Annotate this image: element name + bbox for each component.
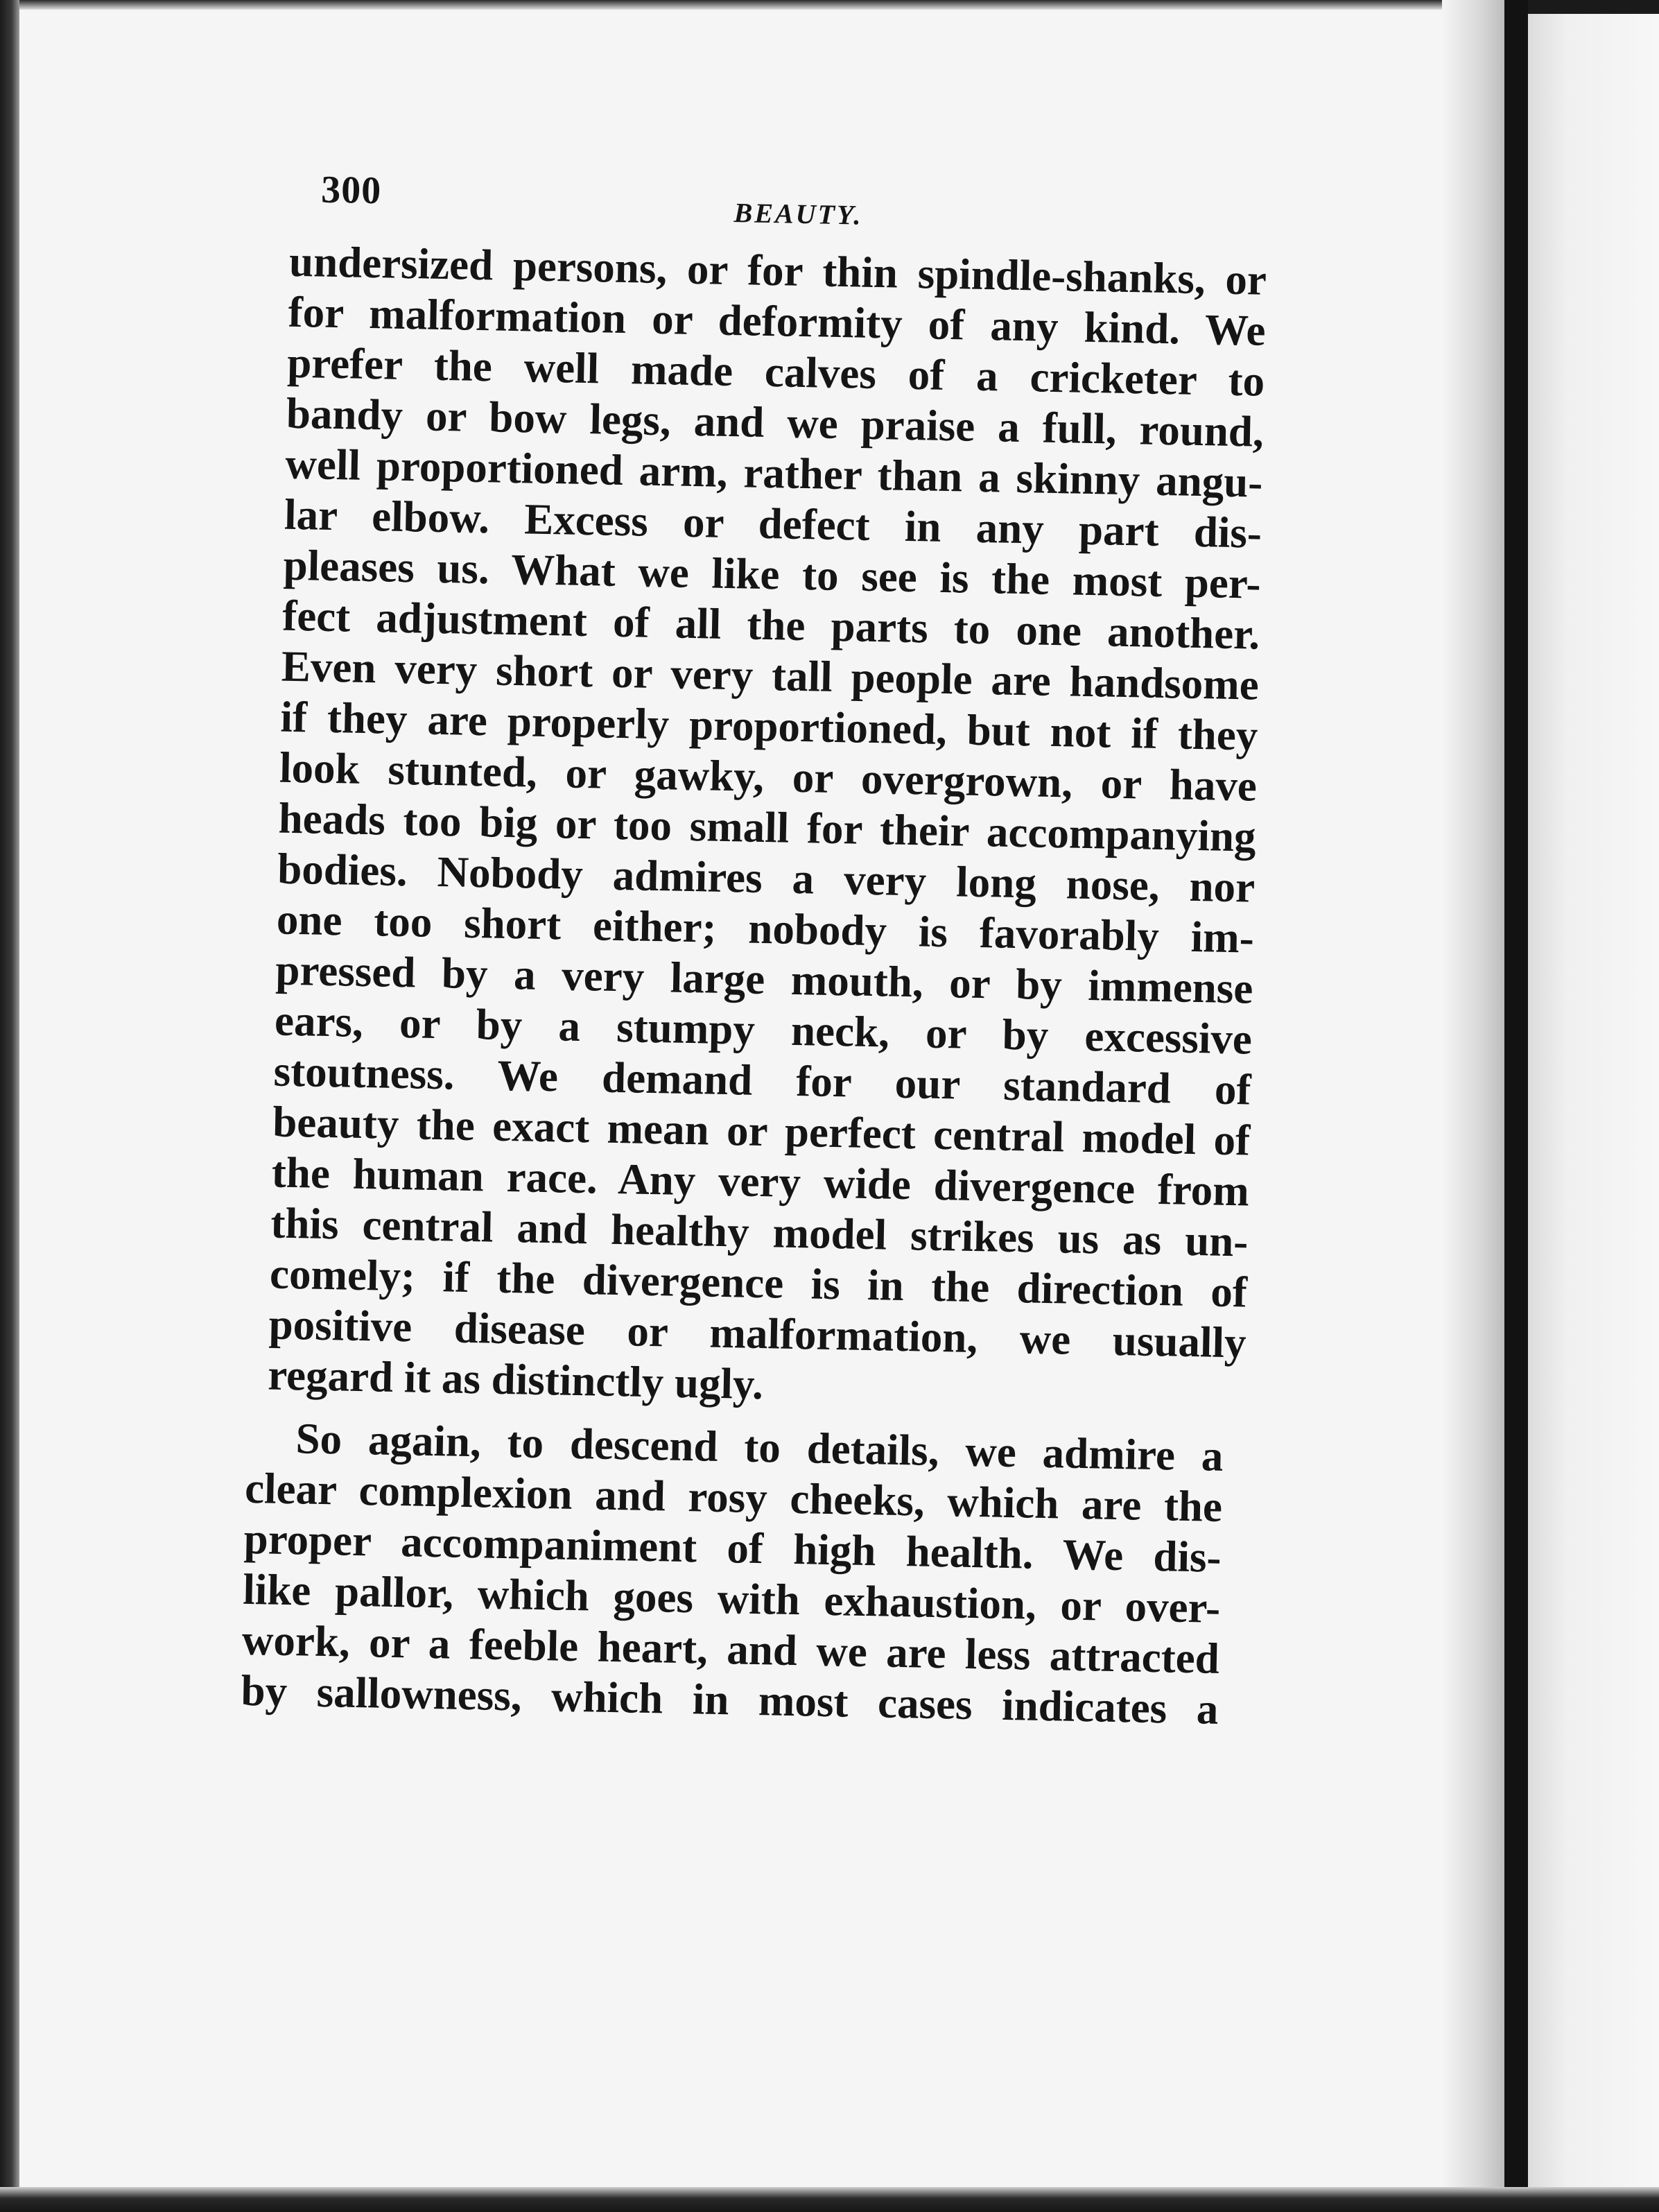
next-page-top-edge xyxy=(1528,0,1659,15)
text-line: ears, or by a stumpy neck, or by excessive xyxy=(274,996,1253,1064)
text-line: Even very short or very tall people are handsome xyxy=(281,641,1260,709)
running-title: BEAUTY. xyxy=(733,197,863,231)
page-number: 300 xyxy=(320,168,382,213)
text-line: undersized persons, or for thin spindle-shanks, or xyxy=(288,236,1267,304)
text-line: fect adjustment of all the parts to one another. xyxy=(281,591,1260,659)
text-line: one too short either; nobody is favorably im- xyxy=(276,895,1255,962)
text-line: well proportioned arm, rather than a skinny angu- xyxy=(284,439,1263,507)
text-line: work, or a feeble heart, and we are less attracted xyxy=(241,1615,1220,1683)
text-line: pleases us. What we like to see is the most per- xyxy=(283,540,1262,608)
text-line: look stunted, or gawky, or overgrown, or have xyxy=(279,743,1258,811)
text-line: prefer the well made calves of a cricketer to xyxy=(286,338,1265,406)
text-line: proper accompaniment of high health. We dis- xyxy=(243,1514,1222,1582)
text-line: So again, to descend to details, we admire a xyxy=(295,1414,1224,1480)
text-line: bandy or bow legs, and we praise a full, round, xyxy=(286,388,1265,456)
scan-top-edge xyxy=(0,0,1659,10)
gutter-shadow xyxy=(1442,0,1504,2212)
text-line: for malformation or deformity of any kind. We xyxy=(288,287,1267,355)
book-page xyxy=(234,159,1289,1736)
text-line: bodies. Nobody admires a very long nose, nor xyxy=(277,844,1256,912)
text-line: lar elbow. Excess or defect in any part dis- xyxy=(284,490,1262,558)
text-line: beauty the exact mean or perfect central model of xyxy=(272,1097,1251,1165)
text-line: if they are properly proportioned, but not if they xyxy=(279,692,1258,760)
text-line: clear complexion and rosy cheeks, which are the xyxy=(244,1463,1223,1531)
scan-bottom-edge xyxy=(0,2187,1659,2212)
text-line: positive disease or malformation, we usually xyxy=(268,1299,1247,1367)
paragraph-2 xyxy=(241,1412,1265,1736)
paragraph-1 xyxy=(268,236,1288,1419)
book-spine xyxy=(1504,0,1528,2212)
text-line: comely; if the divergence is in the direction of xyxy=(269,1249,1248,1317)
text-line: like pallor, which goes with exhaustion, or over- xyxy=(242,1564,1221,1632)
text-line: regard it as distinctly ugly. xyxy=(267,1350,764,1409)
text-line: pressed by a very large mouth, or by immense xyxy=(275,945,1253,1013)
text-line: heads too big or too small for their accompanying xyxy=(278,793,1257,861)
text-line: the human race. Any very wide divergence from xyxy=(271,1148,1250,1216)
scan-left-edge xyxy=(0,0,19,2212)
text-line: by sallowness, which in most cases indicates a xyxy=(240,1666,1219,1734)
text-line: stoutness. We demand for our standard of xyxy=(273,1046,1252,1114)
text-line: this central and healthy model strikes us as un- xyxy=(270,1198,1249,1266)
facing-page-edge xyxy=(1528,14,1659,2187)
